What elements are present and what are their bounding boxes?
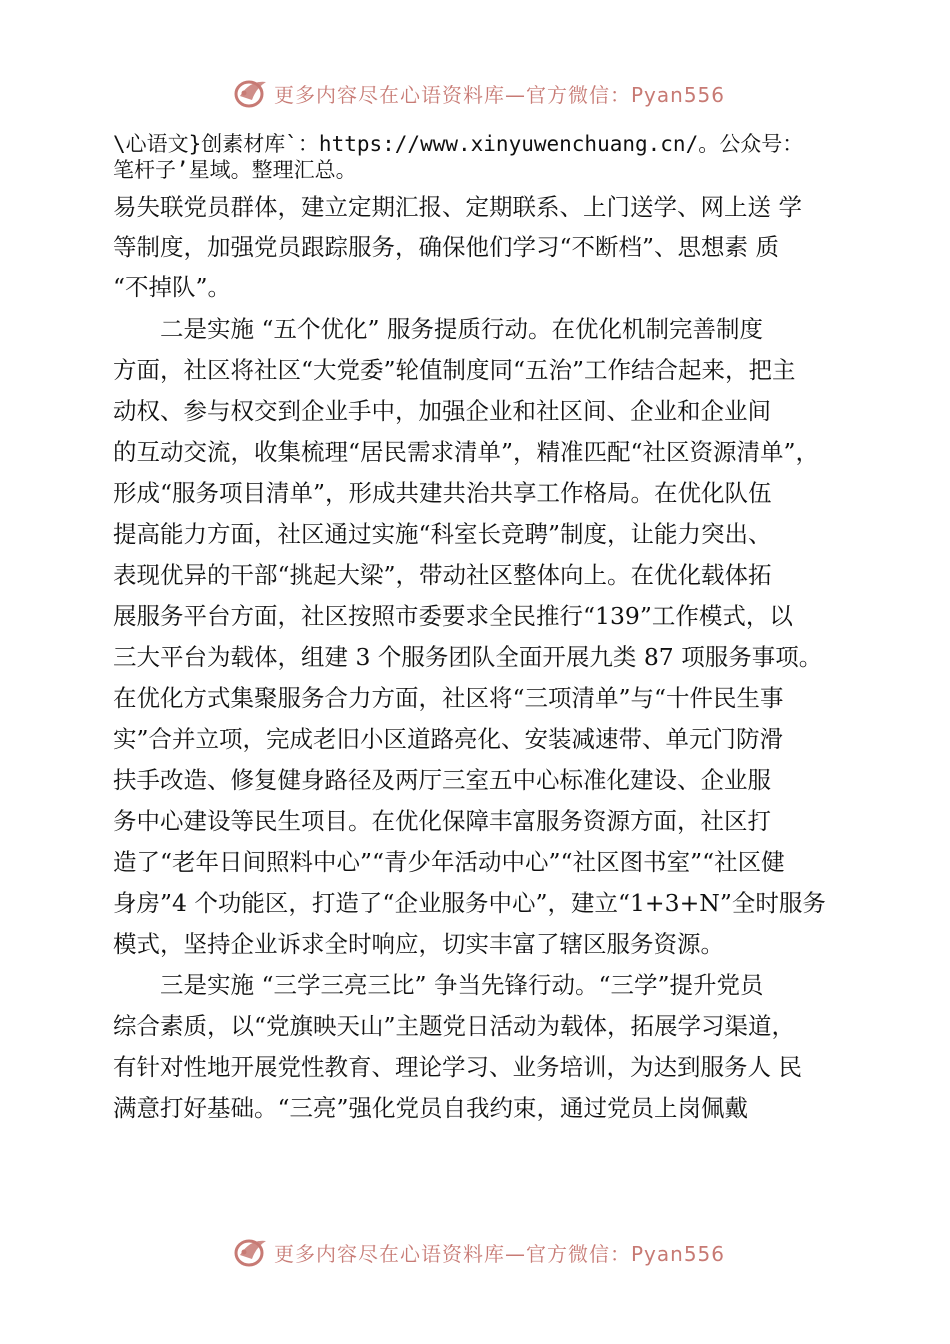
header-line: 笔杆子’星域。整理汇总。 xyxy=(113,158,357,182)
body-line: 提高能力方面，社区通过实施“科室长竞聘”制度，让能力突出、 xyxy=(113,520,772,548)
body-line: 表现优异的干部“挑起大梁”，带动社区整体向上。在优化载体拓 xyxy=(113,561,772,589)
body-line: 实”合并立项，完成老旧小区道路亮化、安装减速带、单元门防滑 xyxy=(113,725,784,753)
header-line: \心语文}创素材库`：https://www.xinyuwenchuang.cn/。公众号： xyxy=(113,132,804,156)
body-line: 的互动交流，收集梳理“居民需求清单”，精准匹配“社区资源清单”， xyxy=(113,438,820,466)
body-line: 模式，坚持企业诉求全时响应，切实丰富了辖区服务资源。 xyxy=(113,930,724,958)
body-line: 满意打好基础。“三亮”强化党员自我约束，通过党员上岗佩戴 xyxy=(113,1094,749,1122)
watermark-logo-icon xyxy=(232,1233,270,1271)
body-line: 动权、参与权交到企业手中，加强企业和社区间、企业和企业间 xyxy=(113,397,771,425)
body-line: 造了“老年日间照料中心”“青少年活动中心”“社区图书室”“社区健 xyxy=(113,848,785,876)
body-line: 方面，社区将社区“大党委”轮值制度同“五治”工作结合起来，把主 xyxy=(113,356,796,384)
body-line: 二是实施 “五个优化” 服务提质行动。在优化机制完善制度 xyxy=(113,315,763,343)
watermark-text: 更多内容尽在心语资料库—官方微信：Pyan556 xyxy=(274,82,726,107)
watermark-logo-icon xyxy=(232,74,270,112)
body-line: 等制度，加强党员跟踪服务，确保他们学习“不断档”、思想素 质 xyxy=(113,233,779,261)
body-line: 有针对性地开展党性教育、理论学习、业务培训，为达到服务人 民 xyxy=(113,1053,802,1081)
body-line: 三大平台为载体，组建 3 个服务团队全面开展九类 87 项服务事项。 xyxy=(113,643,823,671)
watermark-bottom xyxy=(232,1232,725,1272)
body-line: 扶手改造、修复健身路径及两厅三室五中心标准化建设、企业服 xyxy=(113,766,771,794)
watermark-text: 更多内容尽在心语资料库—官方微信：Pyan556 xyxy=(274,1241,726,1266)
body-line: 在优化方式集聚服务合力方面，社区将“三项清单”与“十件民生事 xyxy=(113,684,784,712)
watermark-top xyxy=(232,73,725,113)
body-line: 综合素质，以“党旗映天山”主题党日活动为载体，拓展学习渠道， xyxy=(113,1012,796,1040)
body-line: 身房”4 个功能区，打造了“企业服务中心”，建立“1+3+N”全时服务 xyxy=(113,889,826,917)
body-line: “不掉队”。 xyxy=(113,273,232,301)
body-line: 三是实施 “三学三亮三比” 争当先锋行动。“三学”提升党员 xyxy=(113,971,764,999)
body-line: 展服务平台方面，社区按照市委要求全民推行“139”工作模式，以 xyxy=(113,602,793,630)
body-line: 务中心建设等民生项目。在优化保障丰富服务资源方面，社区打 xyxy=(113,807,771,835)
body-line: 形成“服务项目清单”，形成共建共治共享工作格局。在优化队伍 xyxy=(113,479,772,507)
body-line: 易失联党员群体，建立定期汇报、定期联系、上门送学、网上送 学 xyxy=(113,193,802,221)
